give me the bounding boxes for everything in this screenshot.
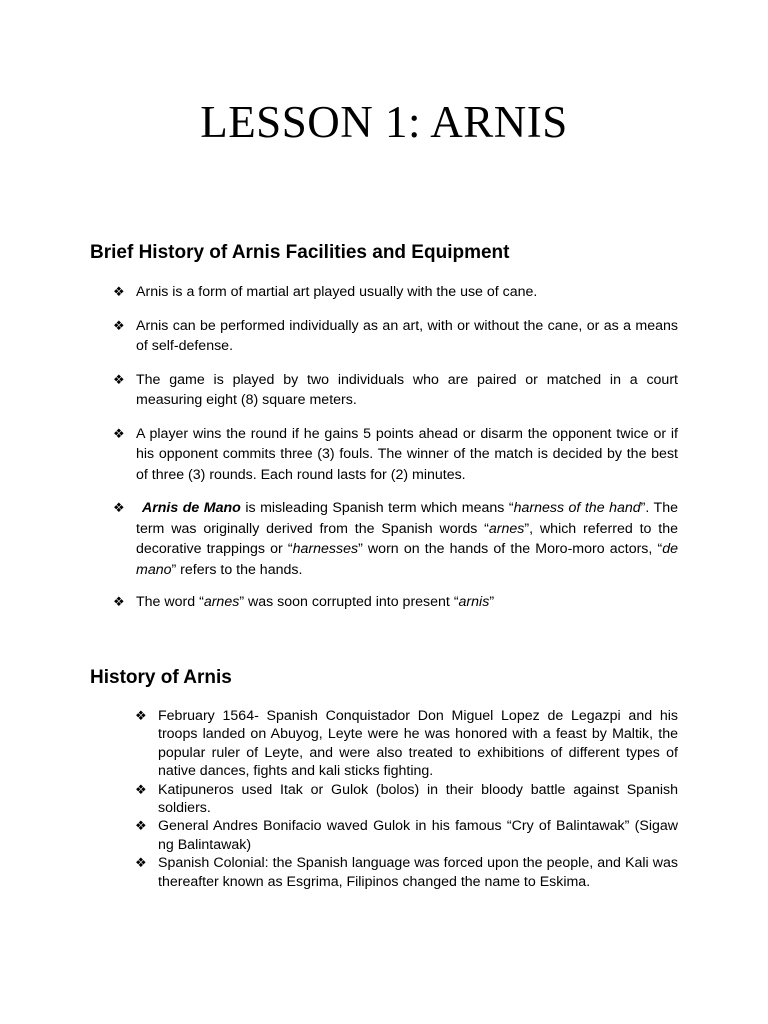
list-item-text: A player wins the round if he gains 5 points ahead or disarm the opponent twice or if his opponent commits three (3) fouls. The winner of the match is decided by the best of three (3) rounds. Each round lasts for (2) minutes. bbox=[136, 425, 678, 483]
list-item-text: General Andres Bonifacio waved Gulok in his famous “Cry of Balintawak” (Sigaw ng Balintawak) bbox=[158, 818, 678, 853]
text-run: is misleading Spanish term which means “ bbox=[240, 500, 514, 516]
list-item bbox=[113, 424, 678, 486]
diamond-bullet-icon: ❖ bbox=[135, 781, 147, 797]
text-run: ” was soon corrupted into present “ bbox=[239, 594, 459, 610]
italic-run: arnes bbox=[488, 520, 525, 537]
text-run: ”, which referred to the decorative trappings or “ bbox=[136, 520, 678, 557]
diamond-bullet-icon: ❖ bbox=[113, 317, 125, 333]
list-item bbox=[135, 707, 678, 781]
section-heading-brief-history: Brief History of Arnis Facilities and Equipment bbox=[90, 242, 510, 263]
italic-run: arnis bbox=[458, 594, 490, 610]
list-item-text: Katipuneros used Itak or Gulok (bolos) in their bloody battle against Spanish soldiers. bbox=[158, 781, 678, 817]
history-list bbox=[135, 707, 678, 891]
list-item-text: The game is played by two individuals who are paired or matched in a court measuring eight (8) square meters. bbox=[136, 371, 678, 408]
diamond-bullet-icon: ❖ bbox=[135, 855, 147, 871]
diamond-bullet-icon: ❖ bbox=[113, 500, 125, 515]
diamond-bullet-icon: ❖ bbox=[135, 708, 147, 723]
list-item-text: February 1564- Spanish Conquistador Don Miguel Lopez de Legazpi and his troops landed on Abuyog, Leyte were he was honored with a feast by Maltik, the popular ruler of Leyte, and were also treated to exhibitions of different types of native dances, fights and kali sticks fighting. bbox=[158, 708, 678, 780]
diamond-bullet-icon: ❖ bbox=[113, 284, 125, 299]
italic-run: harness of the hand bbox=[513, 500, 641, 516]
brief-history-list bbox=[113, 282, 678, 613]
text-run: ”. The term was originally derived from the Spanish words “ bbox=[136, 500, 678, 537]
italic-run: harnesses bbox=[292, 541, 359, 557]
list-item bbox=[135, 854, 678, 891]
diamond-bullet-icon: ❖ bbox=[113, 594, 125, 609]
list-item bbox=[135, 781, 678, 818]
list-item bbox=[113, 316, 678, 357]
italic-run: arnes bbox=[203, 594, 240, 610]
list-item bbox=[113, 498, 678, 580]
list-item bbox=[113, 370, 678, 411]
text-run: ” worn on the hands of the Moro-moro actors, “ bbox=[358, 541, 663, 557]
list-item bbox=[113, 282, 678, 303]
text-run: The word “ bbox=[136, 594, 204, 610]
diamond-bullet-icon: ❖ bbox=[135, 818, 147, 834]
diamond-bullet-icon: ❖ bbox=[113, 371, 125, 387]
lesson-title: LESSON 1: ARNIS bbox=[200, 97, 568, 147]
list-item bbox=[135, 817, 678, 854]
diamond-bullet-icon: ❖ bbox=[113, 425, 125, 441]
text-run: ” refers to the hands. bbox=[171, 561, 303, 578]
italic-run: de mano bbox=[136, 541, 678, 578]
list-item-text: Spanish Colonial: the Spanish language was forced upon the people, and Kali was thereafter known as Esgrima, Filipinos changed the name to Eskima. bbox=[158, 855, 678, 890]
list-item-text: Arnis can be performed individually as an art, with or without the cane, or as a means of self-defense. bbox=[136, 317, 678, 354]
text-run: ” bbox=[489, 594, 495, 610]
list-item-text: Arnis is a form of martial art played usually with the use of cane. bbox=[136, 284, 538, 300]
term-arnis-de-mano: Arnis de Mano bbox=[142, 500, 241, 516]
section-heading-history-of-arnis: History of Arnis bbox=[90, 667, 232, 688]
list-item bbox=[113, 592, 678, 613]
